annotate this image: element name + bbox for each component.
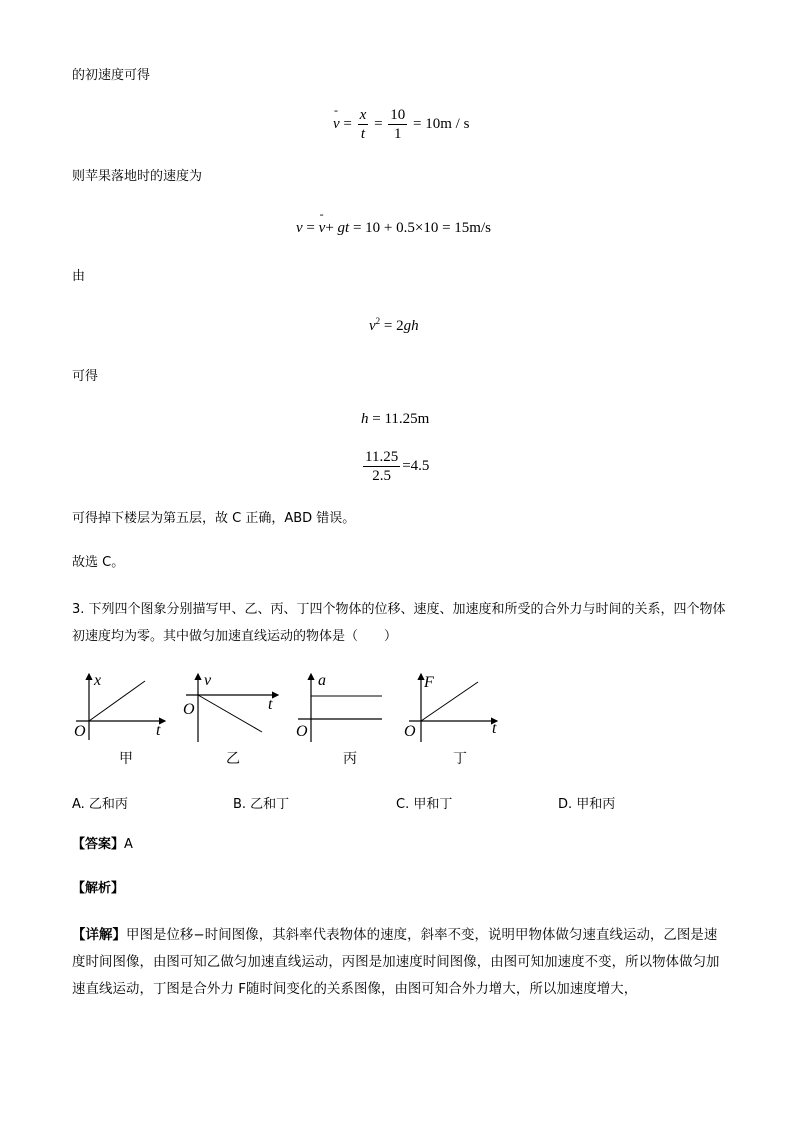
graph-jia-y-label: x <box>94 672 102 689</box>
option-a: A. 乙和丙 <box>72 797 128 812</box>
superscript: 2 <box>375 316 381 326</box>
graph-ding-origin: O <box>404 723 416 740</box>
graph-yi-y-label: v <box>204 672 212 689</box>
detail-tag: 【详解】 <box>72 928 126 943</box>
eq-sign: = <box>370 115 387 132</box>
fraction-10-1 <box>388 106 407 143</box>
graph-bing-y-label: a <box>318 672 326 689</box>
eq-sign: = <box>339 115 356 132</box>
frac-num: 10 <box>390 107 406 123</box>
frac-den: t <box>360 126 366 142</box>
symbol-h: h <box>361 411 369 427</box>
graph-ding-x-label: t <box>492 720 497 737</box>
symbol-v: v <box>296 220 303 236</box>
graph-yi-origin: O <box>183 701 195 718</box>
text-from: 由 <box>72 269 86 284</box>
eq-result: = 11.25m <box>368 411 430 427</box>
graph-ding-y-label: F <box>424 674 434 691</box>
analysis-tag: 【解析】 <box>72 881 125 896</box>
symbol-v-bar: - v <box>333 116 340 133</box>
graph-bing-caption: 丙 <box>343 751 357 767</box>
plot-line <box>198 695 262 732</box>
answer-tag: 【答案】 <box>72 837 125 852</box>
equation-final-velocity <box>296 220 491 237</box>
eq-result: = 10 + 0.5×10 = 15m/s <box>349 220 491 236</box>
answer-line <box>72 836 133 854</box>
symbol-v: v <box>369 318 376 334</box>
equation-height <box>361 411 429 428</box>
option-d: D. 甲和丙 <box>558 797 616 812</box>
graph-jia-x-label: t <box>156 722 161 739</box>
graph-bing-origin: O <box>296 723 308 740</box>
plus-sign: + <box>325 220 338 236</box>
detail-text: 甲图是位移−时间图像，其斜率代表物体的速度，斜率不变，说明甲物体做匀速直线运动，乙图是速度时间图像，由图可知乙做匀加速直线运动，丙图是加速度时间图像，由图可知加速度不变，所以物体做匀加速直线运动，丁图是合外力 F随时间变化的关系图像，由图可知合外力增大，所以加速度增大， <box>72 928 720 997</box>
frac-num: 11.25 <box>365 449 399 465</box>
eq-result: =4.5 <box>402 457 430 474</box>
graph-ding <box>401 670 511 760</box>
option-c: C. 甲和丁 <box>396 797 453 812</box>
graph-jia-origin: O <box>74 723 86 740</box>
frac-num: x <box>359 107 367 123</box>
symbol-v-bar: - v <box>319 220 326 237</box>
graph-jia-caption: 甲 <box>119 751 133 767</box>
fraction-x-t <box>358 106 369 143</box>
graph-yi-caption: 乙 <box>226 751 240 767</box>
option-b: B. 乙和丁 <box>233 797 290 812</box>
equation-v-squared <box>369 316 419 335</box>
symbol-gt: gt <box>337 220 350 236</box>
graph-yi-x-label: t <box>268 696 273 713</box>
eq-sign: = 2 <box>380 318 404 334</box>
frac-den: 2.5 <box>372 468 391 484</box>
graph-bing <box>292 670 402 760</box>
detail-paragraph <box>72 922 727 1003</box>
answer-value: A <box>124 837 133 852</box>
equation-floor-ratio <box>363 448 429 485</box>
text-initial-velocity: 的初速度可得 <box>72 68 151 83</box>
symbol-gh: gh <box>403 318 419 334</box>
text-conclusion: 可得掉下楼层为第五层，故 C 正确，ABD 错误。 <box>72 511 356 526</box>
eq-sign: = <box>302 220 319 236</box>
graph-jia <box>70 670 180 760</box>
graph-ding-caption: 丁 <box>453 751 467 767</box>
eq-result: = 10m / s <box>409 115 470 132</box>
equation-average-velocity <box>333 106 469 143</box>
question-3-text: 3. 下列四个图象分别描写甲、乙、丙、丁四个物体的位移、速度、加速度和所受的合外力与时间的关系，四个物体初速度均为零。其中做匀加速直线运动的物体是（ ） <box>72 602 726 644</box>
text-landing-velocity: 则苹果落地时的速度为 <box>72 169 203 184</box>
text-thus: 可得 <box>72 369 99 384</box>
frac-den: 1 <box>394 126 402 142</box>
text-choose: 故选 C。 <box>72 555 125 570</box>
fraction-11-25-over-2-5 <box>363 448 400 485</box>
